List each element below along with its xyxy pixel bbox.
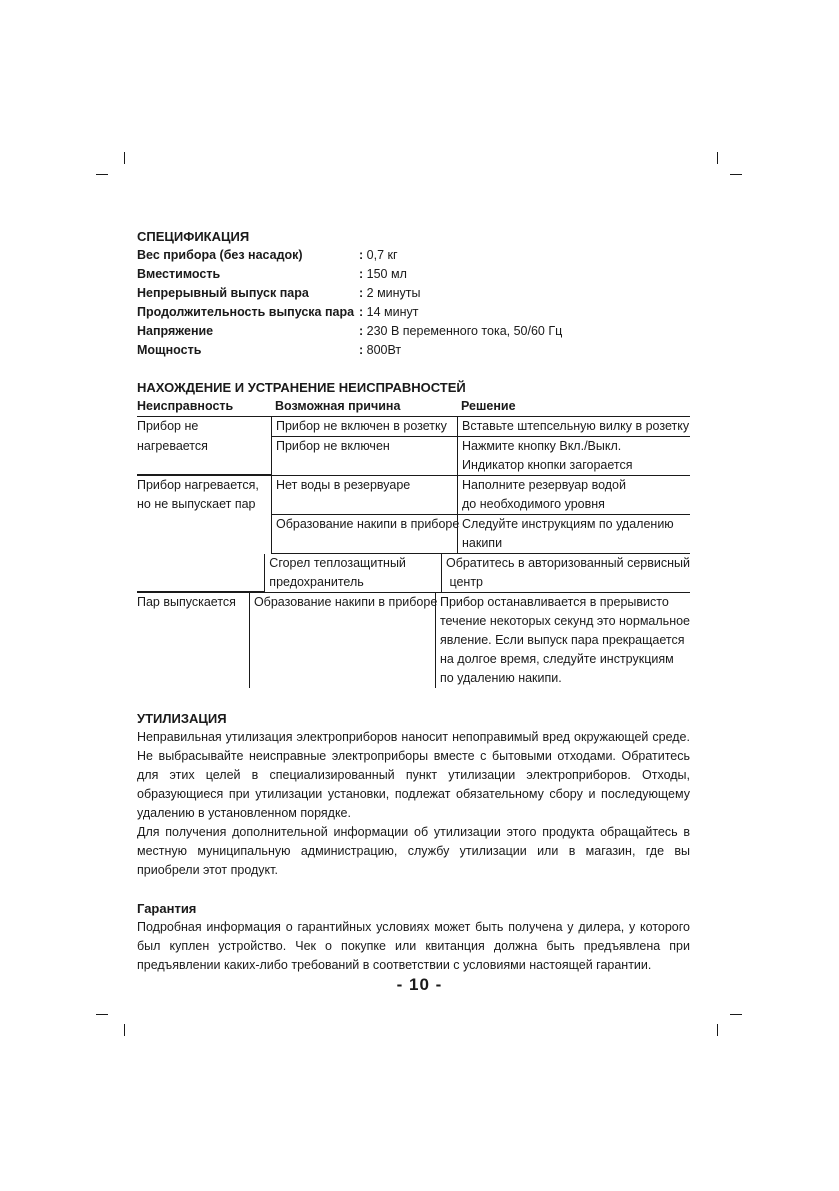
cell-line: Следуйте инструкциям по удалению bbox=[462, 517, 674, 531]
cell-line: Сгорел теплозащитный bbox=[269, 556, 406, 570]
table-row bbox=[137, 515, 690, 554]
cell-problem bbox=[137, 554, 264, 592]
disposal-paragraph: Для получения дополнительной информации об утилизации этого продукта обращайтесь в местную муниципальную администрацию, службу утилизации или в магазин, где вы приобрели этот продукт. bbox=[137, 825, 690, 877]
cell-line: Индикатор кнопки загорается bbox=[462, 458, 633, 472]
cell-line: Нажмите кнопку Вкл./Выкл. bbox=[462, 439, 622, 453]
cell-line: Прибор не включен в розетку bbox=[276, 419, 447, 433]
disposal-paragraph: Неправильная утилизация электроприборов наносит непоправимый вред окружающей среде. Не выбрасывайте неисправные электроприборы вместе с бытовыми отходами. Обратитесь для этих целей в специализированный пункт утилизации электроприборов. Отходы, образующиеся при утилизации установки, подлежат обязательному сбору и последующему удалению в установленном порядке. bbox=[137, 730, 690, 820]
crop-mark-bottom-right-h bbox=[730, 1014, 742, 1015]
cell-cause bbox=[271, 476, 457, 515]
troubleshooting-table bbox=[137, 397, 690, 688]
crop-mark-bottom-left-v bbox=[124, 1024, 125, 1036]
cell-problem bbox=[137, 476, 271, 515]
spec-colon: : bbox=[359, 248, 367, 262]
cell-line: предохранитель bbox=[269, 575, 364, 589]
cell-line: Прибор останавливается в прерывисто bbox=[439, 595, 669, 609]
troubleshooting-title: НАХОЖДЕНИЕ И УСТРАНЕНИЕ НЕИСПРАВНОСТЕЙ bbox=[137, 380, 466, 395]
cell-cause bbox=[271, 417, 457, 437]
spec-colon: : bbox=[359, 343, 367, 357]
spec-value: 0,7 кг bbox=[366, 248, 398, 262]
spec-value: 800Вт bbox=[366, 343, 402, 357]
header-solution: Решение bbox=[461, 399, 516, 413]
spec-row bbox=[137, 322, 690, 341]
cell-solution bbox=[457, 515, 690, 554]
spec-colon: : bbox=[359, 324, 367, 338]
spec-value-wrap bbox=[359, 322, 562, 341]
cell-line: Вставьте штепсельную вилку в розетку bbox=[462, 419, 690, 433]
spec-value-wrap bbox=[359, 265, 407, 284]
spec-row bbox=[137, 341, 690, 360]
cell-line: Образование накипи в приборе bbox=[253, 595, 438, 609]
cell-line: Прибор не bbox=[137, 419, 199, 433]
crop-mark-bottom-right-v bbox=[717, 1024, 718, 1036]
cell-line: центр bbox=[445, 575, 483, 589]
cell-problem bbox=[137, 437, 271, 475]
cell-line: на долгое время, следуйте инструкциям bbox=[439, 652, 674, 666]
crop-mark-top-left-h bbox=[96, 174, 108, 175]
header-problem: Неисправность bbox=[137, 399, 234, 413]
spec-row bbox=[137, 246, 690, 265]
cell-cause bbox=[249, 593, 438, 688]
spec-row bbox=[137, 284, 690, 303]
spec-row bbox=[137, 303, 690, 322]
spec-title: СПЕЦИФИКАЦИЯ bbox=[137, 229, 250, 244]
cell-solution bbox=[457, 417, 690, 437]
crop-mark-bottom-left-h bbox=[96, 1014, 108, 1015]
page-content bbox=[137, 227, 690, 975]
header-cause: Возможная причина bbox=[275, 399, 401, 413]
spec-label: Вместимость bbox=[137, 267, 221, 281]
table-row bbox=[137, 476, 690, 515]
spec-value: 14 минут bbox=[366, 305, 419, 319]
cell-problem bbox=[137, 593, 249, 688]
disposal-title: УТИЛИЗАЦИЯ bbox=[137, 711, 227, 726]
warranty-paragraph: Подробная информация о гарантийных условиях может быть получена у дилера, у которого был куплен устройство. Чек о покупке или квитанция должна быть предъявлена при предъявлении каких-либо требований в соответствии с условиями настоящей гарантии. bbox=[137, 920, 690, 972]
spec-label: Вес прибора (без насадок) bbox=[137, 248, 303, 262]
cell-line: явление. Если выпуск пара прекращается bbox=[439, 633, 685, 647]
spec-colon: : bbox=[359, 286, 367, 300]
cell-line: по удалению накипи. bbox=[439, 671, 562, 685]
spec-label: Продолжительность выпуска пара bbox=[137, 305, 355, 319]
cell-line: Образование накипи в приборе bbox=[276, 517, 460, 531]
spec-label: Мощность bbox=[137, 343, 202, 357]
spec-list bbox=[137, 246, 690, 360]
spec-value-wrap bbox=[359, 246, 398, 265]
cell-cause bbox=[271, 515, 460, 554]
cell-line: Обратитесь в авторизованный сервисный bbox=[445, 556, 690, 570]
cell-cause bbox=[264, 554, 441, 592]
cell-problem bbox=[137, 417, 271, 437]
cell-solution bbox=[457, 437, 690, 475]
cell-line: Наполните резервуар водой bbox=[462, 478, 626, 492]
cell-solution bbox=[435, 593, 690, 688]
cell-line: нагревается bbox=[137, 439, 208, 453]
table-header-row bbox=[137, 397, 690, 417]
crop-mark-top-right-v bbox=[717, 152, 718, 164]
cell-cause bbox=[271, 437, 457, 475]
spec-row bbox=[137, 265, 690, 284]
cell-line: Прибор нагревается, bbox=[137, 478, 259, 492]
table-row bbox=[137, 554, 690, 593]
spec-label: Напряжение bbox=[137, 324, 214, 338]
spec-value-wrap bbox=[359, 303, 418, 322]
page-number: - 10 - bbox=[396, 975, 443, 994]
cell-line: Нет воды в резервуаре bbox=[276, 478, 411, 492]
spec-value-wrap bbox=[359, 284, 421, 303]
table-row bbox=[137, 593, 690, 688]
table-row bbox=[137, 417, 690, 437]
cell-solution bbox=[457, 476, 690, 515]
spec-value: 230 В переменного тока, 50/60 Гц bbox=[366, 324, 563, 338]
cell-line: накипи bbox=[462, 536, 503, 550]
spec-colon: : bbox=[359, 305, 367, 319]
crop-mark-top-right-h bbox=[730, 174, 742, 175]
warranty-title: Гарантия bbox=[137, 901, 197, 916]
cell-line: но не выпускает пар bbox=[137, 497, 256, 511]
spec-value-wrap bbox=[359, 341, 401, 360]
spec-label: Непрерывный выпуск пара bbox=[137, 286, 309, 300]
cell-line: до необходимого уровня bbox=[462, 497, 605, 511]
cell-problem bbox=[137, 515, 271, 554]
spec-colon: : bbox=[359, 267, 367, 281]
spec-value: 150 мл bbox=[366, 267, 407, 281]
cell-line: Прибор не включен bbox=[276, 439, 390, 453]
cell-line: течение некоторых секунд это нормальное bbox=[439, 614, 690, 628]
table-row bbox=[137, 437, 690, 476]
cell-solution bbox=[441, 554, 690, 592]
cell-line: Пар выпускается bbox=[137, 595, 236, 609]
crop-mark-top-left-v bbox=[124, 152, 125, 164]
spec-value: 2 минуты bbox=[366, 286, 421, 300]
